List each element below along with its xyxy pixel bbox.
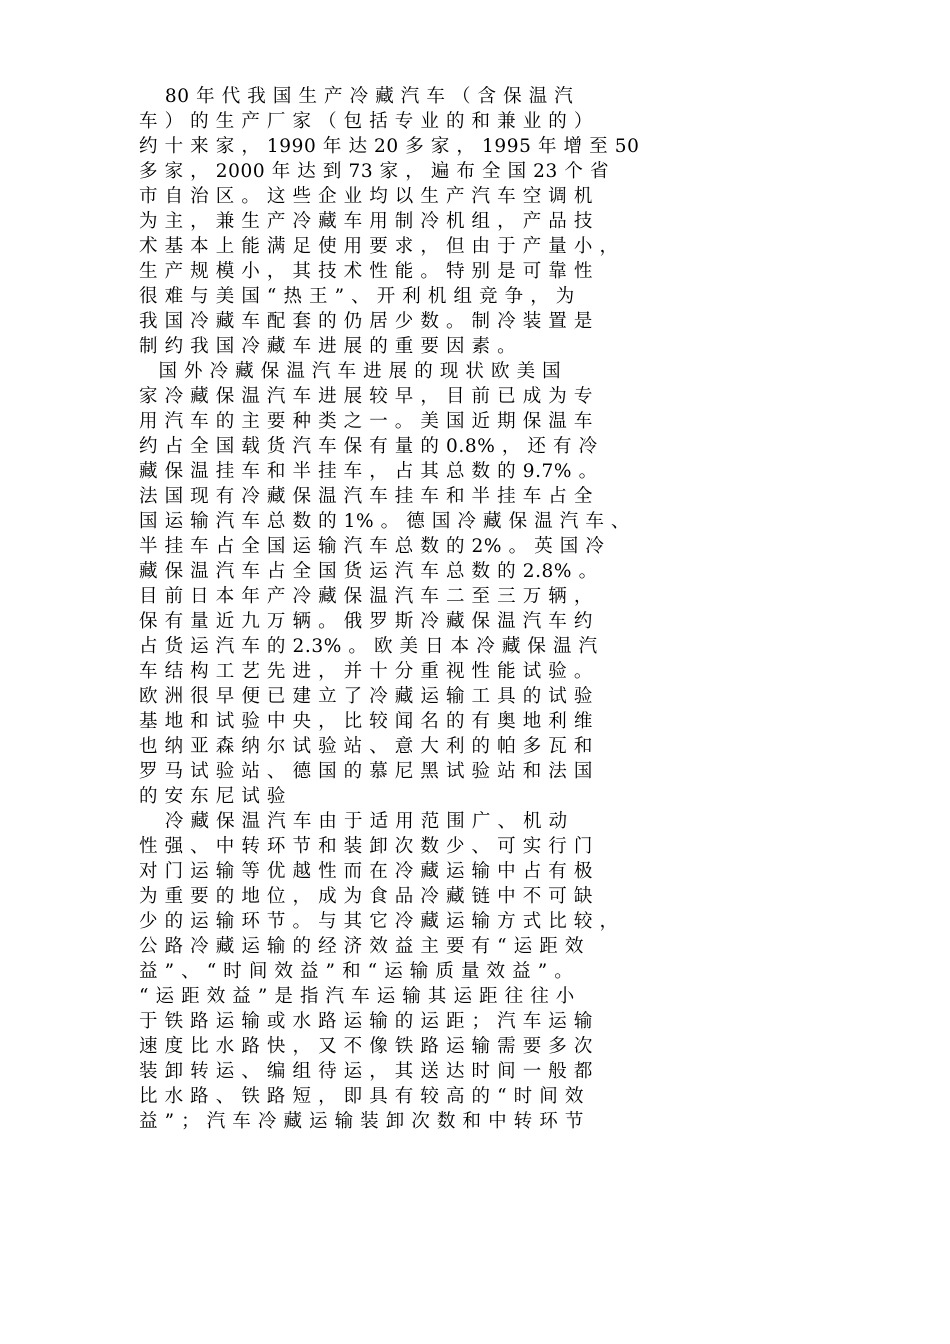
text-line: 用 汽 车 的 主 要 种 类 之 一 。 美 国 近 期 保 温 车 bbox=[139, 411, 593, 432]
text-line: 为 重 要 的 地 位 ， 成 为 食 品 冷 藏 链 中 不 可 缺 bbox=[139, 886, 593, 907]
text-line: 欧 洲 很 早 便 已 建 立 了 冷 藏 运 输 工 具 的 试 验 bbox=[139, 686, 593, 707]
text-line: 性 强 、 中 转 环 节 和 装 卸 次 数 少 、 可 实 行 门 bbox=[139, 836, 593, 857]
text-line: 占 货 运 汽 车 的 2.3% 。 欧 美 日 本 冷 藏 保 温 汽 bbox=[139, 636, 598, 657]
text-line: 目 前 日 本 年 产 冷 藏 保 温 汽 车 二 至 三 万 辆 ， bbox=[139, 586, 593, 607]
text-line: 藏 保 温 汽 车 占 全 国 货 运 汽 车 总 数 的 2.8% 。 bbox=[139, 561, 598, 582]
text-line: 车 ） 的 生 产 厂 家 （ 包 括 专 业 的 和 兼 业 的 ） bbox=[139, 111, 593, 132]
text-line: 生 产 规 模 小 ， 其 技 术 性 能 。 特 别 是 可 靠 性 bbox=[139, 261, 593, 282]
text-line: 基 地 和 试 验 中 央 ， 比 较 闻 名 的 有 奥 地 利 维 bbox=[139, 711, 593, 732]
document-body bbox=[139, 84, 759, 1134]
text-line: 益 ” 、 “ 时 间 效 益 ” 和 “ 运 输 质 量 效 益 ” 。 bbox=[139, 961, 574, 982]
text-line: 于 铁 路 运 输 或 水 路 运 输 的 运 距 ； 汽 车 运 输 bbox=[139, 1011, 593, 1032]
text-line: 法 国 现 有 冷 藏 保 温 汽 车 挂 车 和 半 挂 车 占 全 bbox=[139, 486, 593, 507]
text-line: 术 基 本 上 能 满 足 使 用 要 求 ， 但 由 于 产 量 小 ， bbox=[139, 236, 619, 257]
text-line: 约 占 全 国 载 货 汽 车 保 有 量 的 0.8% ， 还 有 冷 bbox=[139, 436, 598, 457]
text-line: 约 十 来 家 ， 1990 年 达 20 多 家 ， 1995 年 增 至 50 bbox=[139, 136, 640, 157]
text-line: 半 挂 车 占 全 国 运 输 汽 车 总 数 的 2% 。 英 国 冷 bbox=[139, 536, 605, 557]
text-line: 保 有 量 近 九 万 辆 。 俄 罗 斯 冷 藏 保 温 汽 车 约 bbox=[139, 611, 593, 632]
text-line: 益 ” ； 汽 车 冷 藏 运 输 装 卸 次 数 和 中 转 环 节 bbox=[139, 1111, 584, 1132]
text-line: 也 纳 亚 森 纳 尔 试 验 站 、 意 大 利 的 帕 多 瓦 和 bbox=[139, 736, 593, 757]
text-line: 冷 藏 保 温 汽 车 由 于 适 用 范 围 广 、 机 动 bbox=[139, 811, 568, 832]
text-line: “ 运 距 效 益 ” 是 指 汽 车 运 输 其 运 距 往 往 小 bbox=[139, 986, 575, 1007]
text-line: 国 外 冷 藏 保 温 汽 车 进 展 的 现 状 欧 美 国 bbox=[139, 361, 562, 382]
text-line: 国 运 输 汽 车 总 数 的 1% 。 德 国 冷 藏 保 温 汽 车 、 bbox=[139, 511, 631, 532]
text-line: 罗 马 试 验 站 、 德 国 的 慕 尼 黑 试 验 站 和 法 国 bbox=[139, 761, 593, 782]
text-line: 为 主 ， 兼 生 产 冷 藏 车 用 制 冷 机 组 ， 产 品 技 bbox=[139, 211, 593, 232]
text-line: 制 约 我 国 冷 藏 车 进 展 的 重 要 因 素 。 bbox=[139, 336, 517, 357]
text-line: 的 安 东 尼 试 验 bbox=[139, 786, 287, 807]
text-line: 公 路 冷 藏 运 输 的 经 济 效 益 主 要 有 “ 运 距 效 bbox=[139, 936, 584, 957]
text-line: 多 家 ， 2000 年 达 到 73 家 ， 遍 布 全 国 23 个 省 bbox=[139, 161, 610, 182]
text-line: 速 度 比 水 路 快 ， 又 不 像 铁 路 运 输 需 要 多 次 bbox=[139, 1036, 593, 1057]
text-line: 藏 保 温 挂 车 和 半 挂 车 ， 占 其 总 数 的 9.7% 。 bbox=[139, 461, 598, 482]
text-line: 比 水 路 、 铁 路 短 ， 即 具 有 较 高 的 “ 时 间 效 bbox=[139, 1086, 584, 1107]
text-line: 少 的 运 输 环 节 。 与 其 它 冷 藏 运 输 方 式 比 较 ， bbox=[139, 911, 619, 932]
text-line: 我 国 冷 藏 车 配 套 的 仍 居 少 数 。 制 冷 装 置 是 bbox=[139, 311, 593, 332]
text-line: 车 结 构 工 艺 先 进 ， 并 十 分 重 视 性 能 试 验 。 bbox=[139, 661, 593, 682]
text-line: 装 卸 转 运 、 编 组 待 运 ， 其 送 达 时 间 一 般 都 bbox=[139, 1061, 593, 1082]
text-line: 很 难 与 美 国 “ 热 王 ” 、 开 利 机 组 竞 争 ， 为 bbox=[139, 286, 575, 307]
text-line: 市 自 治 区 。 这 些 企 业 均 以 生 产 汽 车 空 调 机 bbox=[139, 186, 593, 207]
text-line: 家 冷 藏 保 温 汽 车 进 展 较 早 ， 目 前 已 成 为 专 bbox=[139, 386, 593, 407]
text-line: 80 年 代 我 国 生 产 冷 藏 汽 车 （ 含 保 温 汽 bbox=[139, 86, 574, 107]
text-line: 对 门 运 输 等 优 越 性 而 在 冷 藏 运 输 中 占 有 极 bbox=[139, 861, 593, 882]
